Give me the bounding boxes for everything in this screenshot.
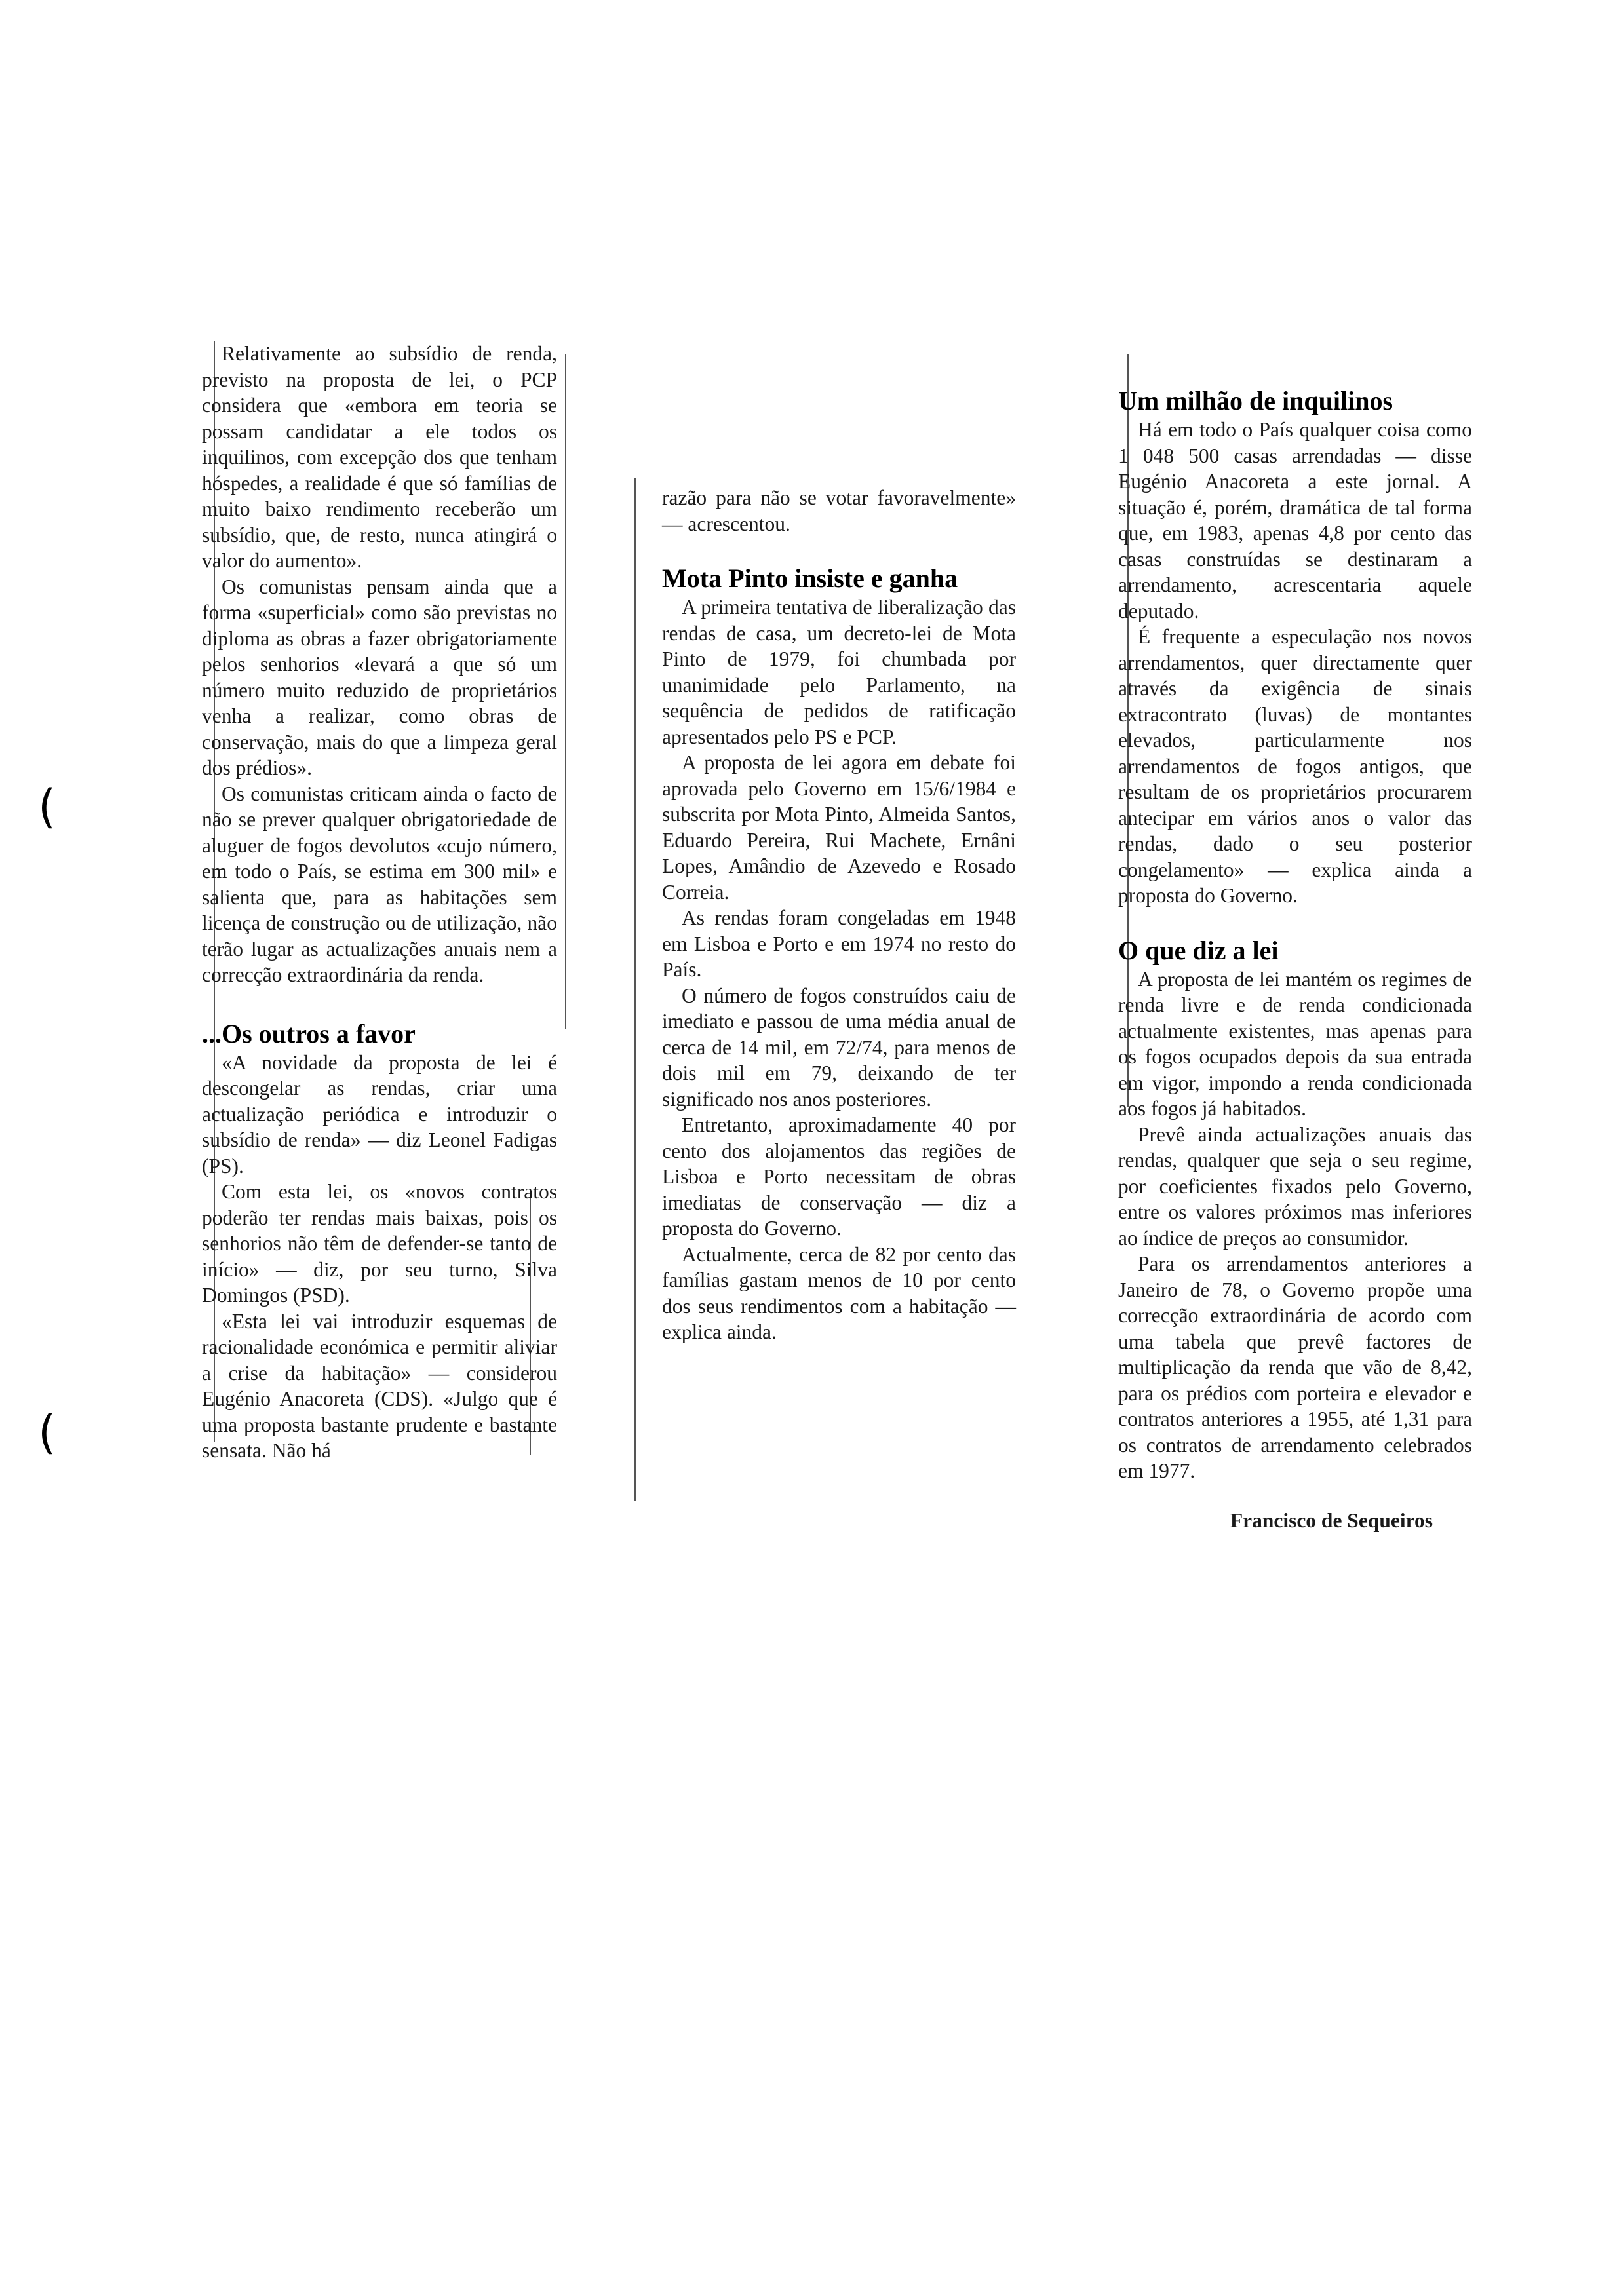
section-heading: O que diz a lei xyxy=(1118,935,1279,965)
paragraph: A primeira tentativa de liberalização das rendas de casa, um decreto-lei de Mota Pinto de 1979, foi chumbada por unanimidade pelo Parlamento, na sequência de pedidos de ratificação apresentados pelo PS e PCP. xyxy=(662,596,1016,748)
paragraph: A proposta de lei mantém os regimes de renda livre e de renda condicionada actualmente existentes, mas apenas para os fogos ocupados depois da sua entrada em vigor, impondo a renda condicionada aos fogos já habitados. xyxy=(1118,967,1472,1120)
paragraph: O número de fogos construídos caiu de imediato e passou de uma média anual de cerca de 14 mil, em 72/74, para menos de dois mil em 79, deixando de ter significado nos anos posteriores. xyxy=(662,984,1016,1111)
paragraph: É frequente a especulação nos novos arrendamentos, quer directamente quer através da exigência de sinais extracontrato (luvas) de montantes elevados, particularmente nos arrendamentos de fogos antigos, que resultam de os proprietários procurarem antecipar em vários anos o valor das rendas, dado o seu posterior congelamento» — explica ainda a proposta do Governo. xyxy=(1118,625,1472,907)
punch-hole-mark: ( xyxy=(38,1406,56,1459)
paragraph: Prevê ainda actualizações anuais das rendas, qualquer que seja o seu regime, por coeficientes fixados pelo Governo, entre os valores próximos mas inferiores ao índice de preços ao consumidor. xyxy=(1118,1122,1472,1250)
column-rule xyxy=(565,354,566,1029)
article-column-1 xyxy=(202,341,557,1464)
paragraph: Com esta lei, os «novos contratos poderão ter rendas mais baixas, pois os senhorios não têm de defender-se tanto de início» — diz, por seu turno, Silva Domingos (PSD). xyxy=(202,1180,557,1307)
punch-hole-mark: ( xyxy=(38,780,56,833)
paragraph: Os comunistas pensam ainda que a forma «superficial» como são previstas no diploma as obras a fazer obrigatoriamente pelos senhorios «levará a que só um número muito reduzido de proprietários venha a realizar, como obras de conservação, mais do que a limpeza geral dos prédios». xyxy=(202,575,557,779)
article-column-2 xyxy=(662,485,1016,1345)
author-signature: Francisco de Sequeiros xyxy=(1230,1508,1433,1532)
paragraph: A proposta de lei agora em debate foi aprovada pelo Governo em 15/6/1984 e subscrita por Mota Pinto, Almeida Santos, Eduardo Pereira, Rui Machete, Ernâni Lopes, Amândio de Azevedo e Rosado Correia. xyxy=(662,751,1016,904)
paragraph: Para os arrendamentos anteriores a Janeiro de 78, o Governo propõe uma correcção extraordinária de acordo com uma tabela que prevê factores de multiplicação da renda que vão de 8,42, para os prédios com porteira e elevador e contratos anteriores a 1955, até 1,31 para os contratos de arrendamento celebrados em 1977. xyxy=(1118,1252,1472,1482)
section-heading: Um milhão de inquilinos xyxy=(1118,386,1393,415)
paragraph: «A novidade da proposta de lei é descongelar as rendas, criar uma actualização periódica e introduzir o subsídio de renda» — diz Leonel Fadigas (PS). xyxy=(202,1050,557,1177)
paragraph: Relativamente ao subsídio de renda, previsto na proposta de lei, o PCP considera que «embora em teoria se possam candidatar a ele todos os inquilinos, com excepção dos que tenham hóspedes, a realidade é que só famílias de muito baixo rendimento receberão um subsídio, que, de resto, nunca atingirá o valor do aumento». xyxy=(202,342,557,572)
paragraph: razão para não se votar favoravelmente» — acrescentou. xyxy=(662,486,1016,535)
paragraph: Actualmente, cerca de 82 por cento das famílias gastam menos de 10 por cento dos seus rendimentos com a habitação — explica ainda. xyxy=(662,1242,1016,1343)
paragraph: «Esta lei vai introduzir esquemas de racionalidade económica e permitir aliviar a crise da habitação» — considerou Eugénio Anacoreta (CDS). «Julgo que é uma proposta bastante prudente e bastante sensata. Não há xyxy=(202,1309,557,1462)
section-heading: Mota Pinto insiste e ganha xyxy=(662,564,958,593)
section-heading: ...Os outros a favor xyxy=(202,1018,416,1048)
paragraph: Entretanto, aproximadamente 40 por cento dos alojamentos das regiões de Lisboa e Porto necessitam de obras imediatas de conservação — diz a proposta do Governo. xyxy=(662,1113,1016,1240)
article-column-3 xyxy=(1118,385,1472,1533)
paragraph: As rendas foram congeladas em 1948 em Lisboa e Porto e em 1974 no resto do País. xyxy=(662,906,1016,981)
column-rule xyxy=(634,478,636,1501)
paragraph: Há em todo o País qualquer coisa como 1 048 500 casas arrendadas — disse Eugénio Anacoreta a este jornal. A situação é, porém, dramática de tal forma que, em 1983, apenas 4,8 por cento das casas construídas se destinaram a arrendamento, acrescentaria aquele deputado. xyxy=(1118,418,1472,622)
paragraph: Os comunistas criticam ainda o facto de não se prever qualquer obrigatoriedade de aluguer de fogos devolutos «cujo número, em todo o País, se estima em 300 mil» e salienta que, para as habitações sem licença de construção ou de utilização, não terão lugar as actualizações anuais nem a correcção extraordinária da renda. xyxy=(202,782,557,986)
